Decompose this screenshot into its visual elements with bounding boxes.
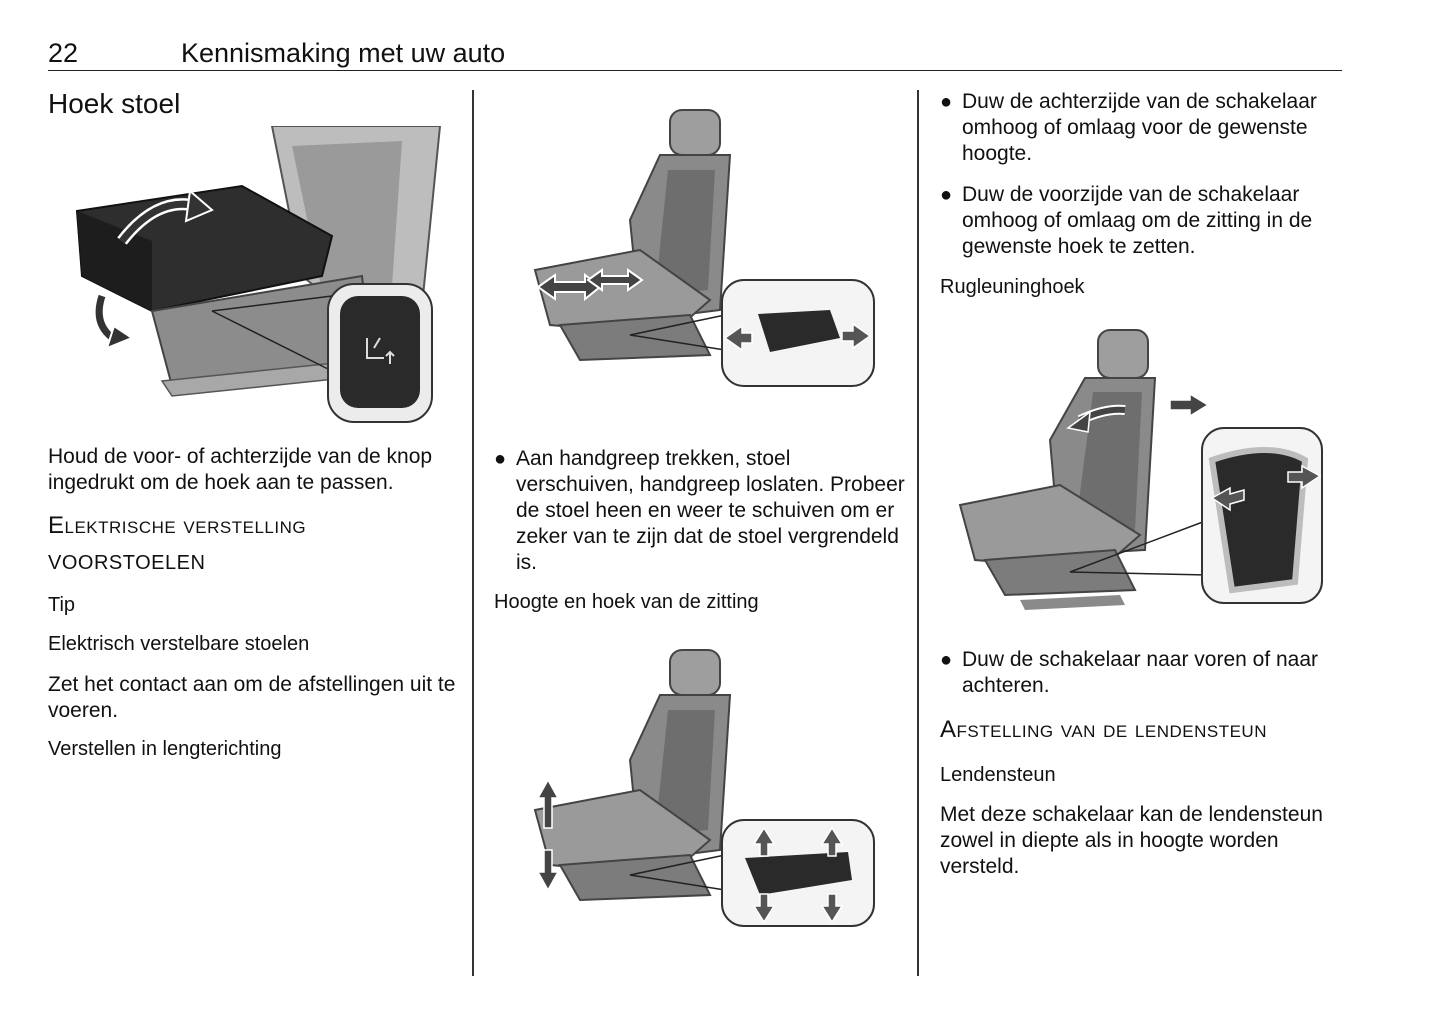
bullet-dot: ●: [940, 91, 953, 113]
list-item-text: Duw de schakelaar naar voren of naar achteren.: [962, 648, 1319, 697]
paragraph: Met deze schakelaar kan de lendensteun zowel in diepte als in hoogte worden versteld.: [940, 803, 1323, 878]
list-item-text: Aan handgreep trekken, stoel verschuiven, handgreep loslaten. Probeer de stoel heen en weer te schuiven om er zeker van te zijn dat de stoel vergrendeld is.: [516, 447, 905, 574]
sub-heading: Lendensteun: [940, 764, 1056, 786]
column-divider: [917, 90, 919, 976]
heading-lumbar-adjustment: Afstelling van de lendensteun: [940, 716, 1267, 743]
list-item: [940, 182, 1357, 260]
sub-heading: Hoogte en hoek van de zitting: [494, 591, 759, 613]
page-number: 22: [48, 38, 79, 68]
list-item: [494, 446, 906, 576]
list-item: [940, 647, 1357, 699]
tip-text: Zet het contact aan om de afstellingen uit te voeren.: [48, 673, 456, 722]
bullet-dot: ●: [494, 448, 507, 470]
seat-height-figure: [520, 640, 880, 930]
bullet-dot: ●: [940, 649, 953, 671]
tip-label: Tip: [48, 594, 76, 616]
section-title: Hoek stoel: [48, 88, 181, 119]
sub-heading: Verstellen in lengterichting: [48, 738, 282, 760]
page-header: [48, 38, 1342, 71]
sub-heading: Rugleuninghoek: [940, 276, 1085, 298]
backrest-figure: [950, 320, 1330, 620]
bullet-dot: ●: [940, 184, 953, 206]
seat-slide-figure: [520, 100, 880, 400]
heading-front-seats: VOORSTOELEN: [48, 552, 206, 574]
column-divider: [472, 90, 474, 976]
list-item: [940, 89, 1357, 167]
list-item-text: Duw de achterzijde van de schakelaar omhoog of omlaag voor de gewenste hoogte.: [962, 90, 1317, 165]
list-item-text: Duw de voorzijde van de schakelaar omhoog of omlaag om de zitting in de gewenste hoek te zetten.: [962, 183, 1313, 258]
tip-title: Elektrisch verstelbare stoelen: [48, 633, 310, 655]
heading-electric-adjustment: Elektrische verstelling: [48, 512, 307, 539]
paragraph: Houd de voor- of achterzijde van de knop ingedrukt om de hoek aan te passen.: [48, 445, 433, 494]
page-title: Kennismaking met uw auto: [181, 38, 506, 68]
seat-angle-figure: [62, 126, 442, 431]
